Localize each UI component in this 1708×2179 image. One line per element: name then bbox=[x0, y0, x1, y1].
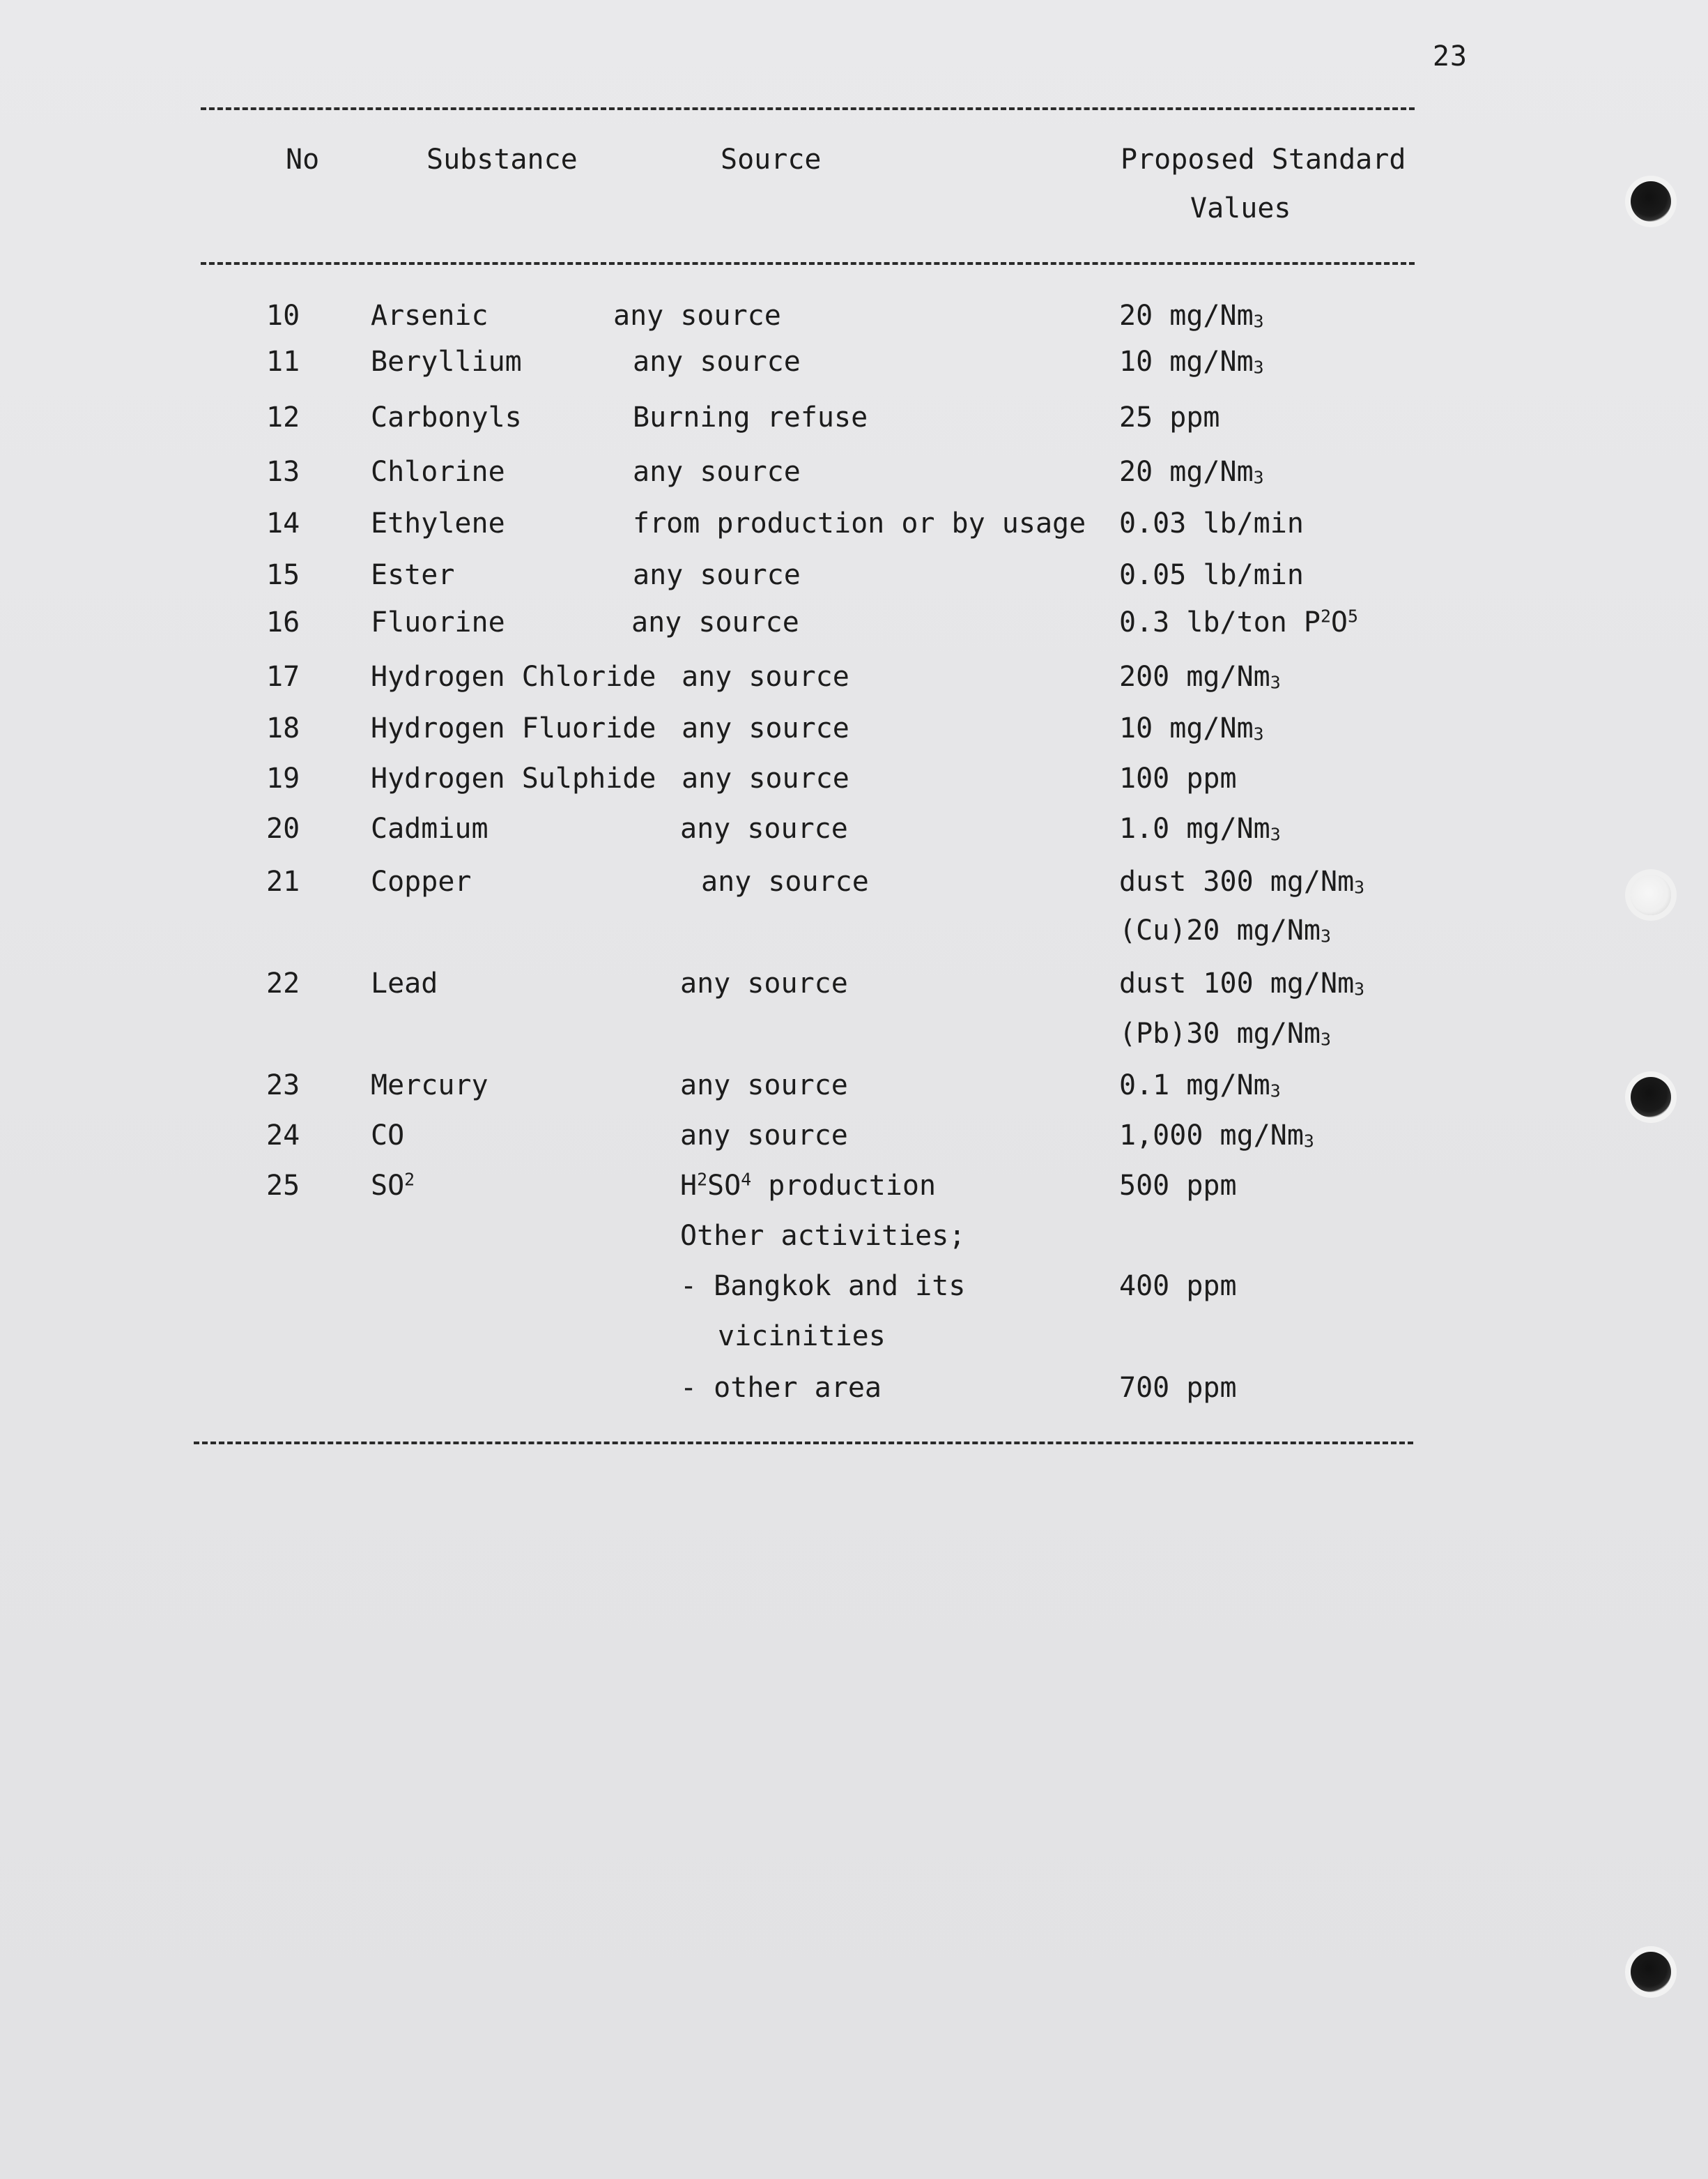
row-standard: dust 300 $mg/Nm_3$ bbox=[1119, 866, 1365, 898]
table-row-continuation bbox=[0, 1018, 1708, 1060]
binder-hole bbox=[1631, 1077, 1671, 1117]
table-row bbox=[0, 456, 1708, 498]
row-standard: 20 $mg/Nm_3$ bbox=[1119, 456, 1264, 488]
header-standard: Proposed Standard bbox=[1121, 144, 1406, 176]
table-row bbox=[0, 763, 1708, 804]
header-source: Source bbox=[721, 144, 822, 176]
row-source: any source bbox=[701, 866, 869, 898]
bangkok-value: 400 ppm bbox=[1119, 1270, 1237, 1302]
row-no: 25 bbox=[266, 1170, 300, 1202]
row-substance: Mercury bbox=[371, 1069, 488, 1101]
row-no: 22 bbox=[266, 968, 300, 1000]
row-substance: Hydrogen Chloride bbox=[371, 661, 656, 693]
row-substance: Copper bbox=[371, 866, 472, 898]
table-row bbox=[0, 968, 1708, 1009]
row-source: any source bbox=[680, 968, 848, 1000]
row-substance: CO bbox=[371, 1119, 405, 1152]
row-no: 12 bbox=[266, 402, 300, 434]
row-substance: Fluorine bbox=[371, 606, 505, 639]
row-source: any source bbox=[633, 456, 801, 488]
row-standard: 0.05 lb/min bbox=[1119, 559, 1304, 591]
table-row bbox=[0, 606, 1708, 648]
row-standard: 200 $mg/Nm_3$ bbox=[1119, 661, 1281, 693]
row-standard: 25 ppm bbox=[1119, 402, 1220, 434]
row-no: 23 bbox=[266, 1069, 300, 1101]
row-substance: Hydrogen Fluoride bbox=[371, 712, 656, 744]
row-no: 10 bbox=[266, 300, 300, 332]
row-standard: 100 ppm bbox=[1119, 763, 1237, 795]
row-substance: Carbonyls bbox=[371, 402, 522, 434]
table-row bbox=[0, 507, 1708, 549]
row-source: any source bbox=[633, 559, 801, 591]
header-no: No bbox=[286, 144, 320, 176]
bangkok-label-continued: vicinities bbox=[718, 1320, 886, 1352]
table-row-continuation bbox=[0, 1372, 1708, 1414]
row-no: 11 bbox=[266, 346, 300, 378]
header-standard-values: Values bbox=[1190, 192, 1291, 224]
row-no: 14 bbox=[266, 507, 300, 540]
table-row-continuation bbox=[0, 915, 1708, 956]
row-substance: Chlorine bbox=[371, 456, 505, 488]
row-standard: 0.3 lb/ton $P^2O^5$ bbox=[1119, 606, 1358, 639]
row-no: 15 bbox=[266, 559, 300, 591]
row-substance: Beryllium bbox=[371, 346, 522, 378]
table-row bbox=[0, 661, 1708, 703]
row-no: 16 bbox=[266, 606, 300, 639]
table-row bbox=[0, 402, 1708, 443]
row-source: any source bbox=[631, 606, 799, 639]
table-row bbox=[0, 300, 1708, 342]
row-no: 21 bbox=[266, 866, 300, 898]
row-standard: dust 100 $mg/Nm_3$ bbox=[1119, 968, 1365, 1000]
row-source: $H^2SO^4$ production bbox=[680, 1169, 937, 1202]
row-substance: Cadmium bbox=[371, 813, 488, 845]
table-row bbox=[0, 559, 1708, 601]
row-substance: Arsenic bbox=[371, 300, 488, 332]
row-source: any source bbox=[680, 1119, 848, 1152]
row-standard: 10 $mg/Nm_3$ bbox=[1119, 712, 1264, 744]
row-source: any source bbox=[613, 300, 781, 332]
table-row-continuation bbox=[0, 1220, 1708, 1262]
row-source: from production or by usage bbox=[633, 507, 1086, 540]
row-substance: Ethylene bbox=[371, 507, 505, 540]
row-source: any source bbox=[682, 712, 849, 744]
row-standard: 20 $mg/Nm_3$ bbox=[1119, 300, 1264, 332]
row-no: 24 bbox=[266, 1119, 300, 1152]
row-standard-secondary: (Cu)20 $mg/Nm_3$ bbox=[1119, 915, 1331, 947]
row-source: any source bbox=[633, 346, 801, 378]
table-row bbox=[0, 346, 1708, 388]
table-header bbox=[0, 144, 1708, 241]
table-row bbox=[0, 1119, 1708, 1161]
row-no: 20 bbox=[266, 813, 300, 845]
top-dashed-rule bbox=[201, 107, 1415, 110]
row-no: 18 bbox=[266, 712, 300, 744]
header-dashed-rule bbox=[201, 262, 1415, 265]
row-source: any source bbox=[680, 1069, 848, 1101]
row-standard: 0.03 lb/min bbox=[1119, 507, 1304, 540]
row-standard: 500 ppm bbox=[1119, 1170, 1237, 1202]
page-number: 23 bbox=[1432, 40, 1468, 72]
table-row bbox=[0, 1069, 1708, 1111]
table-row-continuation bbox=[0, 1320, 1708, 1362]
row-source: any source bbox=[682, 661, 849, 693]
bottom-dashed-rule bbox=[194, 1442, 1413, 1444]
table-row bbox=[0, 813, 1708, 855]
row-standard-secondary: (Pb)30 $mg/Nm_3$ bbox=[1119, 1018, 1331, 1050]
row-substance: Ester bbox=[371, 559, 455, 591]
row-standard: 10 $mg/Nm_3$ bbox=[1119, 346, 1264, 378]
row-no: 13 bbox=[266, 456, 300, 488]
row-source: any source bbox=[680, 813, 848, 845]
table-row bbox=[0, 1170, 1708, 1211]
table-row bbox=[0, 712, 1708, 754]
row-source: Burning refuse bbox=[633, 402, 868, 434]
row-substance: Hydrogen Sulphide bbox=[371, 763, 656, 795]
table-row bbox=[0, 866, 1708, 908]
row-no: 19 bbox=[266, 763, 300, 795]
binder-hole bbox=[1631, 875, 1671, 915]
row-standard: 1,000 $mg/Nm_3$ bbox=[1119, 1119, 1314, 1152]
table-row-continuation bbox=[0, 1270, 1708, 1312]
row-standard: 1.0 $mg/Nm_3$ bbox=[1119, 813, 1281, 845]
bangkok-label: - Bangkok and its bbox=[680, 1270, 966, 1302]
row-substance: Lead bbox=[371, 968, 438, 1000]
other-area-value: 700 ppm bbox=[1119, 1372, 1237, 1404]
binder-hole bbox=[1631, 1952, 1671, 1992]
other-area-label: - other area bbox=[680, 1372, 882, 1404]
other-activities-label: Other activities; bbox=[680, 1220, 966, 1252]
row-no: 17 bbox=[266, 661, 300, 693]
row-source: any source bbox=[682, 763, 849, 795]
header-substance: Substance bbox=[426, 144, 578, 176]
row-standard: 0.1 $mg/Nm_3$ bbox=[1119, 1069, 1281, 1101]
row-substance: $SO^2$ bbox=[371, 1169, 415, 1202]
binder-hole bbox=[1631, 181, 1671, 222]
